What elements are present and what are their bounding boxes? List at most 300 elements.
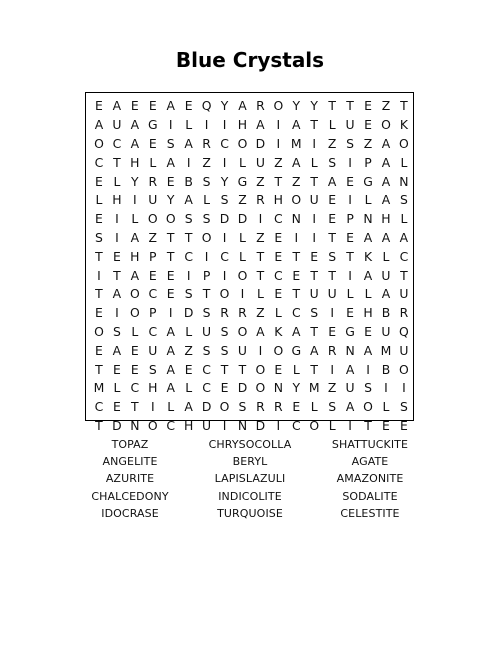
grid-cell: Z	[292, 173, 301, 189]
grid-cell: I	[168, 117, 173, 133]
grid-cell: T	[95, 286, 103, 302]
grid-cell: T	[166, 248, 175, 264]
grid-cell: L	[185, 323, 193, 339]
grid-cell: D	[219, 211, 230, 227]
grid-cell: H	[130, 248, 140, 264]
grid-row	[86, 191, 413, 210]
grid-cell: S	[148, 361, 157, 377]
grid-cell: A	[256, 117, 265, 133]
grid-row	[86, 304, 413, 323]
grid-cell: E	[148, 98, 157, 114]
grid-cell: Z	[184, 342, 193, 358]
grid-cell: D	[201, 399, 212, 415]
grid-row	[86, 97, 413, 116]
grid-cell: C	[220, 135, 229, 151]
grid-cell: A	[94, 117, 104, 133]
grid-cell: T	[184, 229, 193, 245]
word-list	[70, 436, 430, 522]
grid-cell: E	[148, 135, 157, 151]
grid-row	[86, 172, 413, 191]
grid-cell: E	[328, 192, 337, 208]
word-list-item: TOPAZ	[111, 438, 149, 451]
grid-row	[86, 341, 413, 360]
grid-cell: S	[202, 305, 211, 321]
grid-cell: O	[291, 192, 302, 208]
word-list-item: ANGELITE	[102, 455, 158, 469]
grid-cell: U	[202, 417, 212, 433]
grid-cell: I	[115, 305, 119, 321]
grid-cell: A	[166, 342, 175, 358]
grid-cell: M	[380, 342, 392, 358]
grid-cell: U	[381, 267, 391, 283]
grid-cell: S	[220, 192, 229, 208]
word-list-item: CELESTITE	[340, 506, 400, 520]
grid-cell: C	[202, 361, 211, 377]
grid-cell: L	[328, 117, 336, 133]
grid-cell: U	[309, 286, 319, 302]
grid-cell: Y	[166, 192, 175, 208]
grid-cell: Y	[220, 98, 229, 114]
grid-cell: T	[166, 229, 175, 245]
grid-cell: E	[184, 361, 193, 377]
grid-cell: Z	[256, 173, 265, 189]
grid-cell: E	[148, 267, 157, 283]
grid-cell: Z	[327, 380, 337, 396]
grid-cell: I	[222, 154, 227, 170]
grid-cell: E	[166, 286, 175, 302]
grid-cell: I	[186, 154, 191, 170]
grid-cell: H	[273, 192, 283, 208]
grid-cell: H	[237, 117, 248, 133]
grid-cell: T	[256, 267, 265, 283]
grid-cell: I	[312, 135, 317, 151]
grid-cell: U	[202, 323, 212, 339]
grid-cell: T	[310, 173, 318, 189]
grid-cell: L	[239, 248, 246, 264]
grid-cell: S	[202, 211, 211, 227]
grid-cell: R	[220, 305, 229, 321]
grid-row	[86, 398, 413, 417]
grid-row	[86, 153, 413, 172]
grid-cell: I	[115, 211, 119, 227]
grid-cell: U	[255, 154, 265, 170]
grid-cell: A	[381, 173, 391, 189]
grid-cell: O	[201, 229, 212, 245]
grid-cell: N	[345, 342, 355, 358]
grid-cell: A	[381, 154, 391, 170]
grid-cell: E	[95, 305, 103, 321]
grid-cell: E	[95, 211, 103, 227]
grid-cell: E	[130, 361, 139, 377]
grid-cell: H	[148, 380, 158, 396]
grid-cell: Z	[274, 154, 283, 170]
grid-row	[86, 135, 413, 154]
grid-cell: A	[381, 286, 391, 302]
grid-cell: B	[381, 305, 391, 321]
grid-cell: P	[202, 267, 211, 283]
grid-cell: T	[95, 361, 103, 377]
grid-cell: A	[112, 286, 122, 302]
grid-cell: A	[184, 135, 193, 151]
grid-cell: E	[364, 323, 372, 339]
grid-cell: E	[130, 342, 139, 358]
grid-cell: I	[258, 211, 263, 227]
grid-cell: L	[346, 286, 354, 302]
grid-cell: U	[327, 286, 337, 302]
grid-cell: I	[97, 267, 101, 283]
grid-cell: E	[382, 417, 390, 433]
grid-cell: N	[237, 417, 248, 433]
grid-cell: A	[345, 361, 355, 377]
grid-cell: E	[112, 361, 121, 377]
grid-cell: L	[185, 117, 193, 133]
grid-cell: O	[129, 305, 140, 321]
grid-cell: T	[310, 267, 318, 283]
grid-cell: T	[310, 323, 318, 339]
grid-cell: L	[274, 305, 282, 321]
grid-cell: L	[95, 192, 103, 208]
grid-cell: A	[381, 192, 391, 208]
grid-cell: H	[381, 211, 391, 227]
grid-cell: A	[166, 98, 175, 114]
grid-cell: T	[131, 399, 139, 415]
grid-cell: I	[348, 417, 352, 433]
grid-cell: S	[184, 286, 193, 302]
grid-cell: A	[166, 380, 175, 396]
grid-cell: O	[219, 399, 230, 415]
grid-cell: E	[184, 98, 193, 114]
grid-cell: A	[166, 323, 175, 339]
letter-grid	[85, 92, 414, 433]
grid-cell: A	[256, 323, 265, 339]
grid-cell: I	[204, 117, 209, 133]
grid-cell: S	[95, 229, 103, 245]
grid-cell: E	[166, 267, 175, 283]
grid-cell: I	[258, 342, 263, 358]
grid-cell: C	[148, 323, 158, 339]
grid-cell: L	[400, 154, 408, 170]
grid-cell: L	[239, 154, 246, 170]
grid-cell: T	[310, 117, 318, 133]
grid-cell: S	[112, 323, 121, 339]
grid-cell: C	[94, 154, 104, 170]
grid-cell: Y	[310, 98, 318, 114]
grid-cell: I	[348, 154, 352, 170]
grid-cell: L	[203, 192, 211, 208]
grid-row	[86, 247, 413, 266]
grid-cell: L	[167, 399, 175, 415]
word-list-item: INDICOLITE	[218, 489, 282, 503]
grid-cell: L	[131, 323, 139, 339]
grid-cell: R	[256, 192, 265, 208]
grid-cell: C	[202, 380, 211, 396]
grid-cell: S	[328, 399, 337, 415]
grid-cell: A	[292, 154, 301, 170]
word-list-item: TURQUOISE	[217, 506, 283, 520]
grid-cell: H	[363, 305, 373, 321]
grid-cell: L	[310, 399, 318, 415]
grid-cell: B	[184, 173, 193, 189]
grid-cell: K	[399, 117, 408, 133]
grid-cell: O	[94, 323, 104, 339]
grid-cell: T	[400, 98, 408, 114]
grid-cell: E	[292, 399, 301, 415]
grid-cell: Y	[292, 98, 301, 114]
grid-cell: G	[363, 173, 373, 189]
grid-cell: Y	[292, 380, 301, 396]
grid-cell: A	[309, 342, 319, 358]
grid-cell: A	[292, 323, 301, 339]
grid-cell: H	[112, 192, 122, 208]
grid-cell: T	[95, 417, 103, 433]
word-list-item: CHRYSOCOLLA	[208, 438, 292, 451]
grid-row	[86, 323, 413, 342]
grid-cell: T	[310, 361, 318, 377]
grid-cell: S	[220, 323, 229, 339]
grid-cell: O	[273, 98, 284, 114]
word-column	[190, 436, 310, 522]
grid-cell: T	[113, 154, 121, 170]
grid-cell: I	[133, 192, 137, 208]
grid-cell: R	[256, 399, 265, 415]
grid-cell: A	[327, 173, 337, 189]
word-list-item: LAPISLAZULI	[214, 472, 286, 486]
grid-cell: S	[202, 342, 211, 358]
grid-cell: S	[399, 399, 408, 415]
grid-cell: I	[312, 229, 317, 245]
grid-cell: O	[399, 361, 409, 377]
grid-cell: C	[166, 417, 176, 433]
grid-cell: S	[184, 211, 193, 227]
grid-cell: R	[238, 305, 247, 321]
grid-row	[86, 229, 413, 248]
grid-cell: E	[95, 173, 103, 189]
grid-cell: B	[381, 361, 391, 377]
grid-cell: L	[256, 286, 264, 302]
grid-cell: C	[220, 248, 229, 264]
grid-row	[86, 417, 413, 436]
grid-cell: E	[130, 98, 139, 114]
grid-cell: A	[130, 229, 140, 245]
grid-cell: E	[346, 305, 355, 321]
grid-cell: A	[184, 399, 193, 415]
grid-cell: T	[328, 98, 336, 114]
grid-cell: A	[112, 98, 122, 114]
grid-cell: Z	[202, 154, 211, 170]
grid-cell: O	[94, 135, 104, 151]
grid-cell: A	[238, 98, 247, 114]
word-list-item: IDOCRASE	[101, 506, 159, 520]
grid-cell: G	[291, 342, 302, 358]
grid-cell: C	[112, 135, 122, 151]
grid-cell: D	[255, 417, 266, 433]
word-column	[310, 436, 430, 522]
grid-cell: S	[166, 135, 175, 151]
grid-cell: T	[292, 286, 301, 302]
grid-cell: T	[400, 267, 408, 283]
puzzle-title: Blue Crystals	[175, 48, 325, 72]
word-list-item: SODALITE	[342, 489, 398, 503]
grid-cell: D	[255, 135, 266, 151]
grid-cell: L	[382, 248, 390, 264]
grid-cell: E	[166, 173, 175, 189]
grid-cell: P	[149, 248, 157, 264]
grid-cell: R	[202, 135, 211, 151]
grid-cell: I	[348, 192, 352, 208]
grid-cell: L	[400, 211, 408, 227]
grid-cell: E	[274, 286, 283, 302]
grid-cell: E	[274, 361, 283, 377]
grid-cell: E	[310, 248, 319, 264]
grid-cell: E	[364, 98, 372, 114]
grid-cell: U	[345, 117, 355, 133]
grid-cell: Z	[148, 229, 158, 245]
grid-cell: A	[166, 154, 175, 170]
grid-cell: L	[113, 380, 121, 396]
grid-cell: S	[399, 192, 408, 208]
word-list-item: CHALCEDONY	[91, 489, 169, 503]
grid-cell: E	[399, 417, 408, 433]
grid-cell: C	[184, 248, 193, 264]
grid-cell: Z	[238, 192, 247, 208]
grid-cell: G	[147, 117, 158, 133]
grid-cell: D	[183, 305, 194, 321]
grid-cell: T	[292, 248, 301, 264]
grid-cell: I	[168, 305, 173, 321]
grid-cell: S	[364, 380, 372, 396]
grid-cell: C	[130, 380, 140, 396]
grid-cell: I	[276, 117, 281, 133]
grid-cell: N	[273, 380, 283, 396]
grid-row	[86, 285, 413, 304]
grid-cell: Y	[131, 173, 139, 189]
grid-cell: O	[237, 323, 248, 339]
grid-cell: O	[237, 267, 248, 283]
grid-cell: Q	[399, 323, 409, 339]
grid-cell: I	[384, 380, 388, 396]
grid-cell: A	[130, 117, 140, 133]
grid-cell: H	[130, 154, 140, 170]
grid-cell: T	[274, 173, 283, 189]
grid-cell: T	[95, 248, 103, 264]
grid-cell: N	[363, 211, 373, 227]
grid-cell: U	[381, 323, 391, 339]
grid-cell: T	[238, 361, 247, 377]
grid-cell: T	[346, 98, 354, 114]
grid-cell: A	[381, 135, 391, 151]
grid-cell: O	[273, 342, 284, 358]
grid-cell: O	[237, 135, 248, 151]
grid-cell: U	[112, 117, 122, 133]
grid-cell: E	[328, 323, 337, 339]
grid-cell: I	[222, 417, 227, 433]
word-list-item: SHATTUCKITE	[331, 438, 409, 451]
grid-cell: A	[363, 267, 373, 283]
grid-cell: O	[129, 286, 140, 302]
word-list-item: BERYL	[232, 455, 268, 469]
grid-cell: A	[381, 229, 391, 245]
grid-cell: T	[328, 229, 336, 245]
grid-cell: L	[364, 286, 372, 302]
grid-cell: E	[346, 229, 355, 245]
grid-cell: U	[399, 286, 409, 302]
grid-cell: A	[166, 361, 175, 377]
grid-cell: I	[222, 229, 227, 245]
grid-cell: T	[328, 267, 336, 283]
grid-cell: E	[95, 342, 103, 358]
grid-cell: U	[148, 342, 158, 358]
grid-cell: I	[204, 248, 209, 264]
grid-cell: Y	[220, 173, 229, 189]
grid-cell: Z	[363, 135, 373, 151]
grid-row	[86, 266, 413, 285]
grid-cell: I	[222, 117, 227, 133]
grid-cell: A	[292, 117, 301, 133]
grid-cell: C	[148, 286, 158, 302]
grid-cell: S	[202, 173, 211, 189]
grid-cell: O	[399, 135, 409, 151]
grid-cell: A	[184, 192, 193, 208]
grid-cell: U	[399, 342, 409, 358]
grid-cell: I	[222, 267, 227, 283]
grid-cell: R	[148, 173, 158, 189]
grid-cell: S	[346, 135, 355, 151]
grid-cell: I	[276, 417, 281, 433]
grid-cell: A	[363, 342, 373, 358]
grid-cell: E	[328, 211, 337, 227]
grid-cell: E	[112, 399, 121, 415]
grid-cell: E	[274, 248, 283, 264]
grid-cell: L	[382, 399, 390, 415]
grid-cell: C	[399, 248, 409, 264]
grid-cell: R	[399, 305, 409, 321]
grid-cell: N	[291, 211, 301, 227]
grid-cell: M	[93, 380, 105, 396]
grid-cell: T	[113, 267, 121, 283]
grid-cell: S	[328, 154, 337, 170]
grid-cell: D	[237, 380, 248, 396]
grid-cell: M	[290, 135, 302, 151]
grid-cell: S	[220, 342, 229, 358]
grid-cell: I	[402, 380, 406, 396]
grid-cell: O	[363, 399, 373, 415]
grid-cell: E	[95, 98, 103, 114]
grid-cell: Z	[381, 98, 391, 114]
grid-cell: E	[346, 173, 355, 189]
grid-cell: I	[330, 305, 334, 321]
grid-cell: U	[237, 342, 247, 358]
grid-cell: L	[239, 229, 246, 245]
grid-cell: T	[220, 361, 229, 377]
grid-cell: S	[328, 248, 337, 264]
grid-cell: N	[399, 173, 409, 189]
grid-cell: H	[183, 417, 194, 433]
grid-cell: I	[240, 286, 245, 302]
grid-cell: I	[150, 399, 155, 415]
grid-cell: L	[131, 211, 139, 227]
grid-cell: C	[94, 399, 104, 415]
grid-cell: I	[348, 267, 352, 283]
grid-cell: L	[310, 154, 318, 170]
grid-cell: E	[364, 117, 372, 133]
grid-cell: C	[274, 267, 283, 283]
grid-cell: E	[220, 380, 229, 396]
grid-cell: O	[165, 211, 176, 227]
grid-cell: E	[112, 248, 121, 264]
grid-cell: G	[345, 323, 355, 339]
grid-cell: S	[238, 399, 247, 415]
grid-cell: G	[237, 173, 248, 189]
